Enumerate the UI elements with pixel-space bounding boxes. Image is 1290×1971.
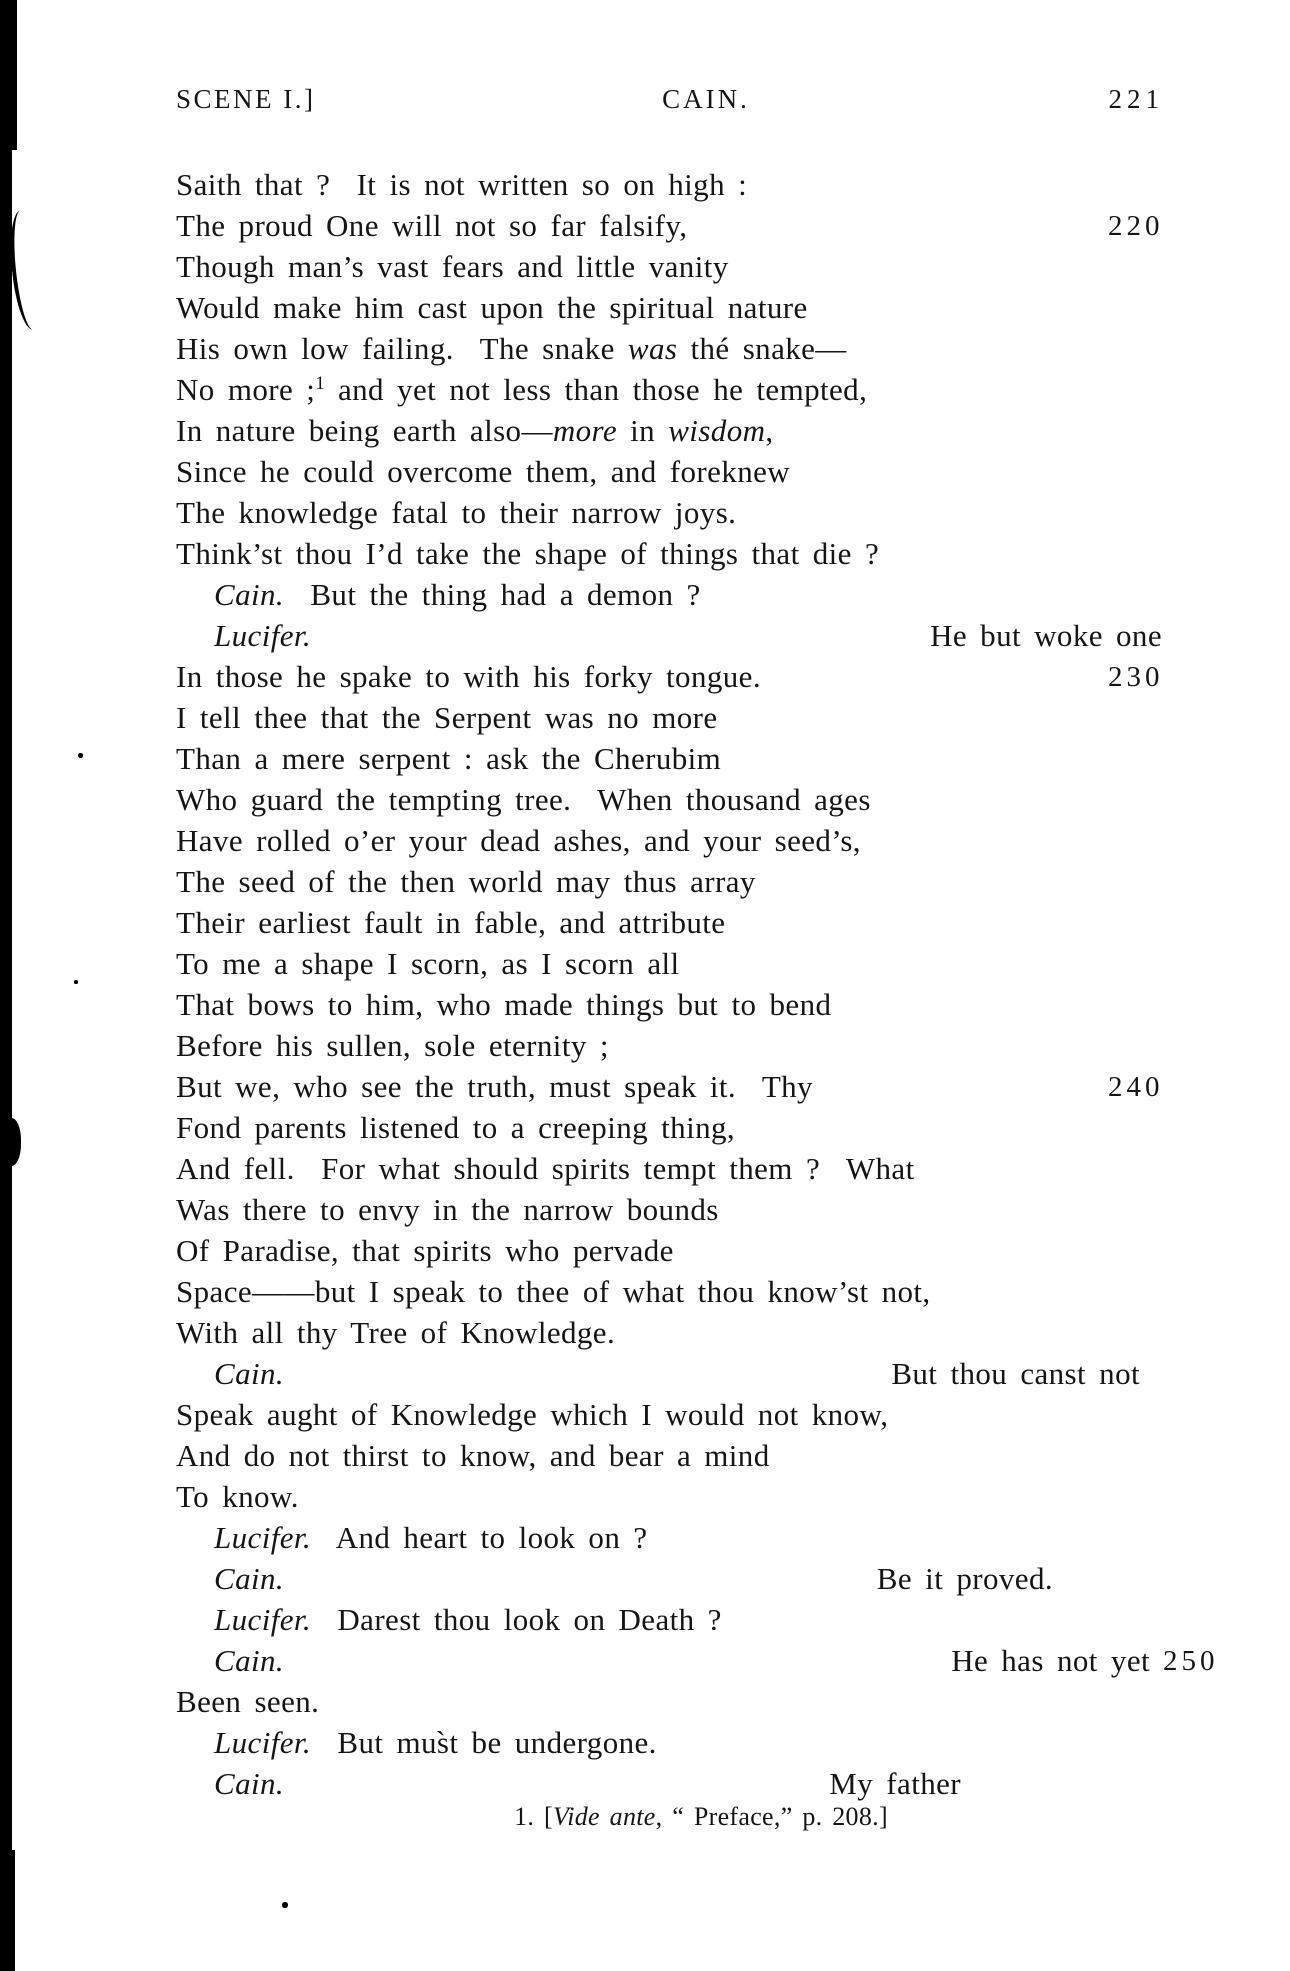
scan-artifact-left-bar-bottom [0, 1850, 15, 1971]
verse-text: Was there to envy in the narrow bounds [176, 1192, 719, 1227]
verse-text: Space——but I speak to thee of what thou know’st not, [176, 1274, 931, 1309]
verse-line [176, 492, 1166, 533]
verse-text: 1. [ [514, 1802, 553, 1831]
line-number: 220 [1108, 210, 1164, 242]
verse-line [176, 1394, 1166, 1435]
scan-artifact-speck [282, 1902, 288, 1908]
verse-text: And heart to look on ? [311, 1520, 648, 1555]
verse-text: Who guard the tempting tree. When thousand ages [176, 782, 871, 817]
header-scene-label: SCENE I.] [176, 84, 316, 114]
scan-artifact-left-bar-top [0, 0, 17, 150]
verse-line [176, 1435, 1166, 1476]
verse-text: and yet not less than those he tempted, [324, 372, 868, 407]
scan-artifact-speck [74, 980, 78, 984]
verse-text: Since he could overcome them, and foreknew [176, 454, 791, 489]
verse-line-continuation: But thou canst not [891, 1356, 1140, 1391]
verse-line-continuation: My father [829, 1766, 961, 1801]
verse-text: , “ Preface,” p. 208.] [655, 1802, 888, 1831]
running-header [176, 84, 1166, 128]
verse-text: Of Paradise, that spirits who pervade [176, 1233, 674, 1268]
verse-text: Vide ante [552, 1802, 656, 1831]
verse-text: Darest thou look on Death ? [311, 1602, 722, 1637]
verse-line [176, 1599, 1166, 1640]
verse-text: The knowledge fatal to their narrow joys. [176, 495, 737, 530]
verse-text: But we, who see the truth, must speak it. Thy [176, 1069, 813, 1104]
verse-text: Think’st thou I’d take the shape of things that die ? [176, 536, 880, 571]
verse-text: Their earliest fault in fable, and attribute [176, 905, 726, 940]
verse-line [176, 164, 1166, 205]
verse-line [176, 328, 1166, 369]
verse-line [176, 779, 1166, 820]
verse-line [176, 656, 1166, 697]
verse-line [176, 1107, 1166, 1148]
verse-text: Than a mere serpent : ask the Cherubim [176, 741, 722, 776]
verse-line [176, 410, 1166, 451]
verse-text: was [627, 331, 678, 366]
verse-text: And fell. For what should spirits tempt them ? What [176, 1151, 915, 1186]
verse-text: No more ; [176, 372, 316, 407]
scan-artifact-left-bar [0, 0, 12, 1971]
verse-text: In those he spake to with his forky tongue. [176, 659, 761, 694]
verse-line [176, 287, 1166, 328]
verse-text: Would make him cast upon the spiritual nature [176, 290, 808, 325]
verse-text: Though man’s vast fears and little vanity [176, 249, 729, 284]
verse-text: in [617, 413, 669, 448]
verse-line [176, 1189, 1166, 1230]
verse-text: Been seen. [176, 1684, 320, 1719]
verse-text: Saith that ? It is not written so on high : [176, 167, 748, 202]
verse-line [176, 369, 1166, 410]
verse-line-continuation: He has not yet [951, 1643, 1150, 1678]
verse-text: But mus̀t be undergone. [311, 1725, 657, 1760]
verse-line [176, 574, 1166, 615]
verse-text: To me a shape I scorn, as I scorn all [176, 946, 680, 981]
verse-line [176, 615, 1166, 656]
verse-line [176, 1517, 1166, 1558]
verse-line [176, 697, 1166, 738]
verse-line [176, 1230, 1166, 1271]
verse-line [176, 861, 1166, 902]
verse-text: Fond parents listened to a creeping thing, [176, 1110, 736, 1145]
verse-line [176, 1681, 1166, 1722]
scan-artifact-curve [6, 209, 48, 331]
page-number: 221 [1108, 84, 1164, 114]
speaker-name: Cain. [214, 1766, 285, 1801]
line-number: 240 [1108, 1071, 1164, 1103]
verse-line [176, 1025, 1166, 1066]
verse-text: The proud One will not so far falsify, [176, 208, 688, 243]
speaker-name: Lucifer. [214, 1520, 312, 1555]
verse-line [176, 1476, 1166, 1517]
verse-line [176, 1763, 1166, 1804]
verse-line [176, 1558, 1166, 1599]
verse-text: Speak aught of Knowledge which I would not know, [176, 1397, 889, 1432]
verse-line [176, 1722, 1166, 1763]
verse-line [176, 984, 1166, 1025]
header-title: CAIN. [662, 84, 750, 114]
scan-artifact-blob [0, 1118, 21, 1166]
verse-line [176, 738, 1166, 779]
verse-text: With all thy Tree of Knowledge. [176, 1315, 616, 1350]
scan-artifact-speck [78, 753, 83, 758]
verse-line [176, 451, 1166, 492]
line-number: 230 [1108, 661, 1164, 693]
verse-line-continuation: Be it proved. [876, 1561, 1053, 1596]
speaker-name: Lucifer. [214, 1602, 312, 1637]
verse-line [176, 1148, 1166, 1189]
speaker-name: Cain. [214, 1561, 285, 1596]
verse-text: That bows to him, who made things but to bend [176, 987, 832, 1022]
verse-text: , [765, 413, 774, 448]
verse-text: Have rolled o’er your dead ashes, and your seed’s, [176, 823, 861, 858]
verse-line [176, 820, 1166, 861]
verse-text: To know. [176, 1479, 299, 1514]
verse-text: wisdom [668, 413, 766, 448]
verse-text-block [176, 164, 1219, 1804]
line-number: 250 [1163, 1645, 1219, 1677]
verse-text: But the thing had a demon ? [284, 577, 701, 612]
footnote [206, 1802, 1196, 1832]
verse-line [176, 246, 1166, 287]
footnote-reference-mark: 1 [315, 373, 325, 394]
verse-line [176, 902, 1166, 943]
verse-line [176, 1312, 1166, 1353]
speaker-name: Lucifer. [214, 618, 312, 653]
verse-text: And do not thirst to know, and bear a mind [176, 1438, 770, 1473]
speaker-name: Lucifer. [214, 1725, 312, 1760]
verse-text: more [552, 413, 618, 448]
speaker-name: Cain. [214, 1643, 285, 1678]
verse-text: In nature being earth also— [176, 413, 553, 448]
verse-text: His own low failing. The snake [176, 331, 628, 366]
speaker-name: Cain. [214, 1356, 285, 1391]
speaker-name: Cain. [214, 577, 285, 612]
verse-text: I tell thee that the Serpent was no more [176, 700, 718, 735]
verse-line-continuation: He but woke one [930, 618, 1162, 653]
verse-line [176, 533, 1166, 574]
verse-line [176, 1271, 1166, 1312]
verse-line [176, 1066, 1166, 1107]
verse-text: Before his sullen, sole eternity ; [176, 1028, 609, 1063]
verse-line [176, 205, 1166, 246]
verse-text: thé snake— [677, 331, 847, 366]
verse-line [176, 943, 1166, 984]
verse-line [176, 1353, 1166, 1394]
verse-text: The seed of the then world may thus array [176, 864, 756, 899]
verse-line [176, 1640, 1219, 1681]
